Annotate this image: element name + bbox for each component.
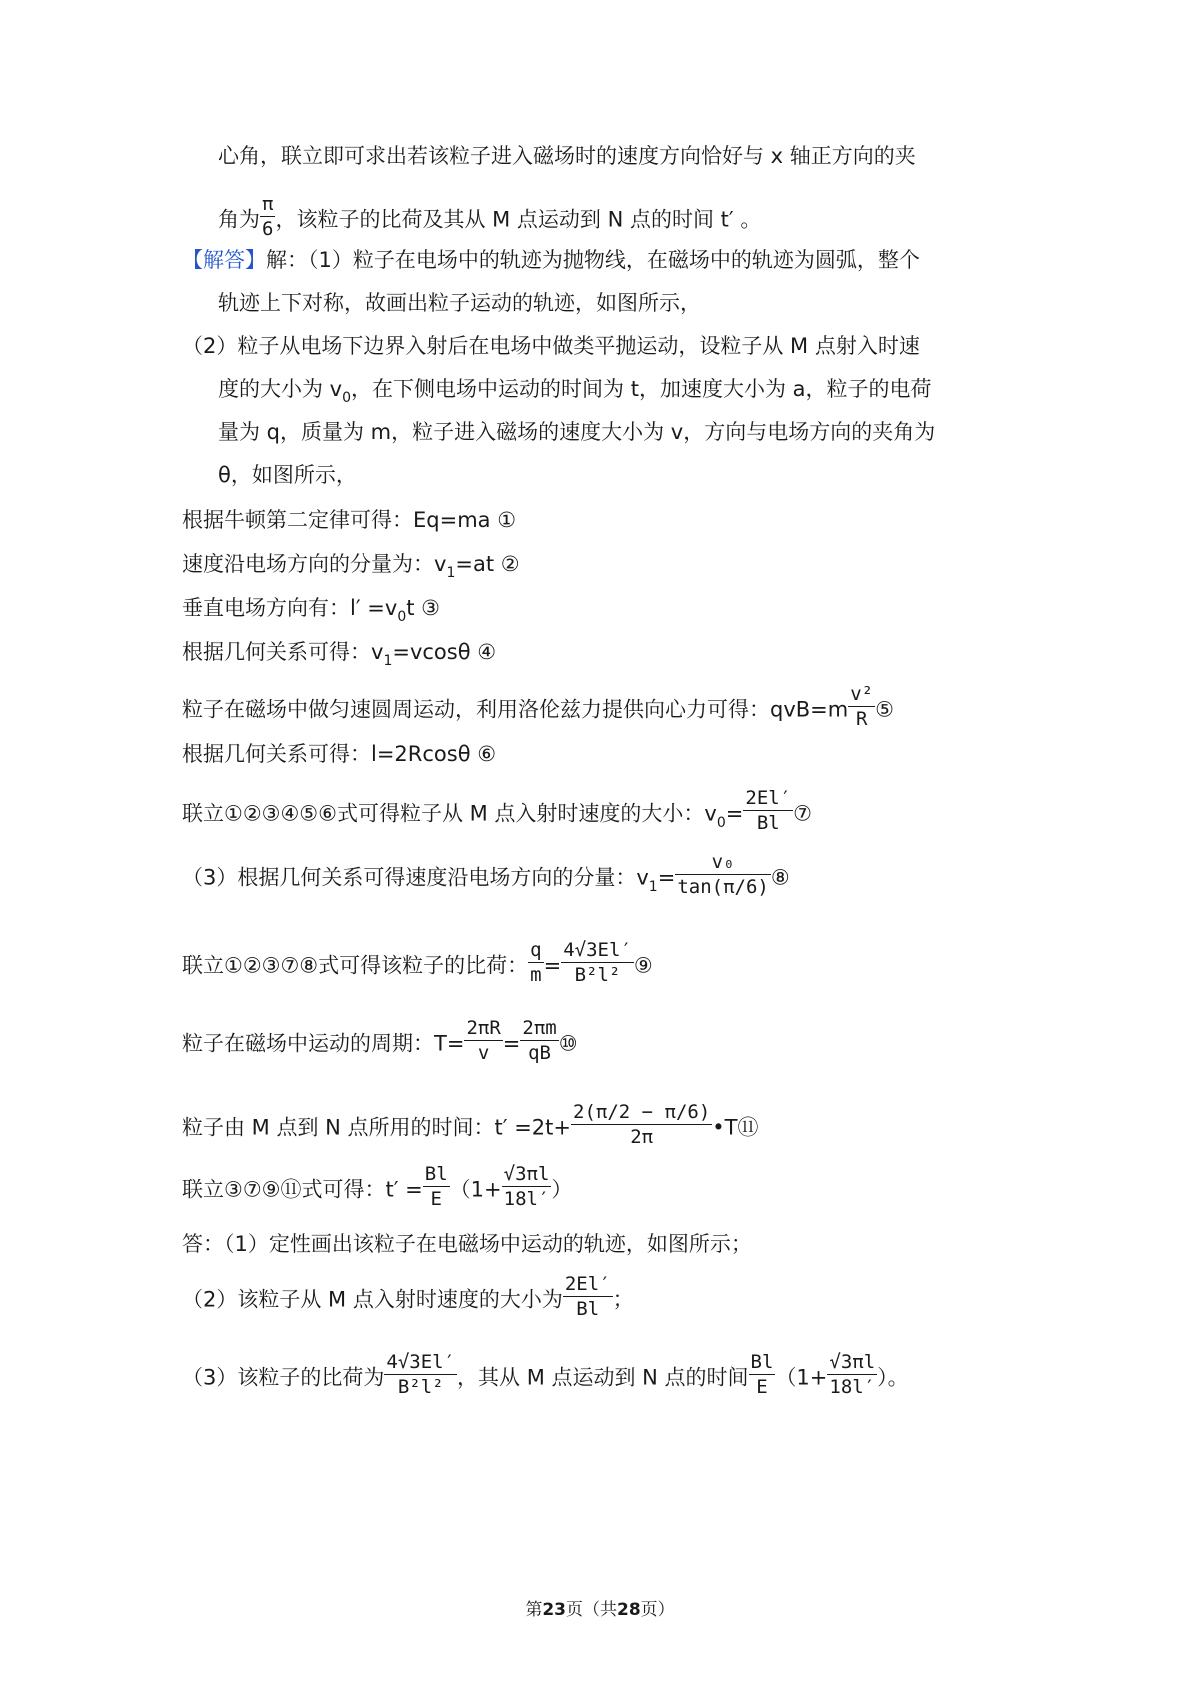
text: ）。 [877, 1365, 909, 1390]
page-number: 23 [542, 1600, 566, 1620]
fraction-bl-over-e: $\frac{Bl}{E}$ [424, 1163, 448, 1210]
equation-4 [182, 636, 496, 671]
text: ，在下侧电场中运动的时间为 t，加速度大小为 a，粒子的电荷 [351, 377, 932, 401]
text: t ③ [406, 596, 440, 620]
fraction-2pim-over-qb: $\frac{2\pi m}{qB}$ [522, 1017, 557, 1064]
intro-line-2 [218, 193, 762, 245]
conclusion-3 [182, 1351, 909, 1403]
equation-2 [182, 548, 520, 583]
subscript: 1 [383, 653, 393, 669]
subscript: 1 [446, 565, 456, 581]
equation-7 [182, 787, 812, 839]
text: 根据几何关系可得：v [182, 640, 384, 664]
fraction-angle-over-2pi: $\frac{2(\pi/2 - \pi/6)}{2\pi}$ [573, 1101, 711, 1148]
fraction-2pir-over-v: $\frac{2\pi R}{v}$ [466, 1017, 501, 1064]
text: = [725, 801, 744, 826]
intro-line-1: 心角，联立即可求出若该粒子进入磁场时的速度方向恰好与 x 轴正方向的夹 [218, 144, 916, 168]
fraction-2el-over-bl: $\frac{2El'}{Bl}$ [564, 1273, 611, 1320]
text: = [502, 1031, 521, 1056]
subscript: 0 [397, 609, 407, 625]
text: 粒子在磁场中运动的周期：T= [182, 1031, 465, 1056]
text: 粒子由 M 点到 N 点所用的时间：t′ =2t+ [182, 1115, 571, 1140]
text: ； [612, 1287, 634, 1312]
part2-line-3: 量为 q，质量为 m，粒子进入磁场的速度大小为 v，方向与电场方向的夹角为 [218, 420, 936, 444]
footer-text: 页） [640, 1600, 675, 1620]
text: 联立③⑦⑨⑪式可得：t′ = [182, 1177, 423, 1202]
solution-text: 解：（1）粒子在电场中的轨迹为抛物线，在磁场中的轨迹为圆弧，整个 [266, 248, 920, 272]
text: •T⑪ [712, 1115, 759, 1140]
text: ⑨ [633, 953, 653, 978]
footer-text: 页（共 [566, 1600, 617, 1620]
equation-12 [182, 1163, 573, 1215]
text: （2）该粒子从 M 点入射时速度的大小为 [182, 1287, 563, 1312]
fraction-2el-over-bl: $\frac{2El'}{Bl}$ [745, 787, 792, 834]
text: ，其从 M 点运动到 N 点的时间 [457, 1365, 749, 1390]
equation-11 [182, 1101, 759, 1153]
equation-1: 根据牛顿第二定律可得：Eq=ma ① [182, 508, 517, 532]
text: （3）根据几何关系可得速度沿电场方向的分量：v [182, 865, 649, 890]
text: （3）该粒子的比荷为 [182, 1365, 385, 1390]
fraction-charge-mass-ratio: $\frac{4√3El'}{\text{B²l²}}$ [386, 1351, 456, 1398]
solution-line-1 [182, 244, 920, 276]
text: 垂直电场方向有：l′ =v [182, 596, 398, 620]
fraction-time-term: $\frac{√3\pi l}{18l'}$ [829, 1351, 876, 1398]
equation-5 [182, 683, 894, 735]
conclusion-2 [182, 1273, 634, 1325]
intro-text: 角为 [218, 207, 260, 232]
fraction-v0-over-tan: $\frac{\text{v₀}}{\tan(\pi/6)}$ [677, 851, 769, 898]
text: 度的大小为 v [218, 377, 343, 401]
subscript: 1 [648, 878, 658, 895]
text: 联立①②③⑦⑧式可得该粒子的比荷： [182, 953, 529, 978]
text: （1+ [449, 1177, 502, 1202]
fraction-q-over-m: $\frac{q}{m}$ [530, 939, 542, 986]
part2-line-4: θ，如图所示， [218, 463, 357, 487]
part2-line-2 [218, 373, 931, 408]
equation-6: 根据几何关系可得：l=2Rcosθ ⑥ [182, 742, 497, 766]
text: 粒子在磁场中做匀速圆周运动，利用洛伦兹力提供向心力可得：qvB=m [182, 697, 849, 722]
fraction-charge-mass-ratio: $\frac{4√3El'}{\text{B²l²}}$ [563, 939, 632, 986]
conclusion-1: 答：（1）定性画出该粒子在电磁场中运动的轨迹，如图所示； [182, 1232, 752, 1256]
fraction-bl-over-e: $\frac{Bl}{E}$ [750, 1351, 774, 1398]
fraction-pi-over-6: $\frac{\pi}{6}$ [262, 193, 274, 240]
footer-text: 第 [525, 1600, 543, 1620]
part2-line-1: （2）粒子从电场下边界入射后在电场中做类平抛运动，设粒子从 M 点射入时速 [182, 334, 920, 358]
text: ⑩ [558, 1031, 578, 1056]
text: = [543, 953, 562, 978]
text: ⑧ [770, 865, 790, 890]
subscript: 0 [342, 390, 352, 406]
equation-3 [182, 592, 440, 627]
equation-8 [182, 851, 790, 903]
subscript: 0 [716, 814, 726, 831]
fraction-v2-over-r: $\frac{\text{v²}}{R}$ [850, 683, 874, 730]
text: （1+ [775, 1365, 828, 1390]
text: 速度沿电场方向的分量为：v [182, 552, 447, 576]
text: =at ② [455, 552, 520, 576]
text: 联立①②③④⑤⑥式可得粒子从 M 点入射时速度的大小：v [182, 801, 717, 826]
text: =vcosθ ④ [392, 640, 497, 664]
total-pages: 28 [617, 1600, 641, 1620]
equation-9 [182, 939, 653, 991]
equation-10 [182, 1017, 578, 1069]
answer-tag: 【解答】 [182, 248, 266, 272]
fraction-time-term: $\frac{√3\pi l}{18l'}$ [503, 1163, 550, 1210]
text: = [657, 865, 676, 890]
text: ⑦ [793, 801, 812, 826]
intro-text-tail: ，该粒子的比荷及其从 M 点运动到 N 点的时间 t′ 。 [275, 207, 762, 232]
text: ⑤ [875, 697, 894, 722]
text: ） [551, 1177, 573, 1202]
page-footer [0, 1598, 1200, 1622]
solution-line-2: 轨迹上下对称，故画出粒子运动的轨迹，如图所示， [218, 291, 701, 315]
